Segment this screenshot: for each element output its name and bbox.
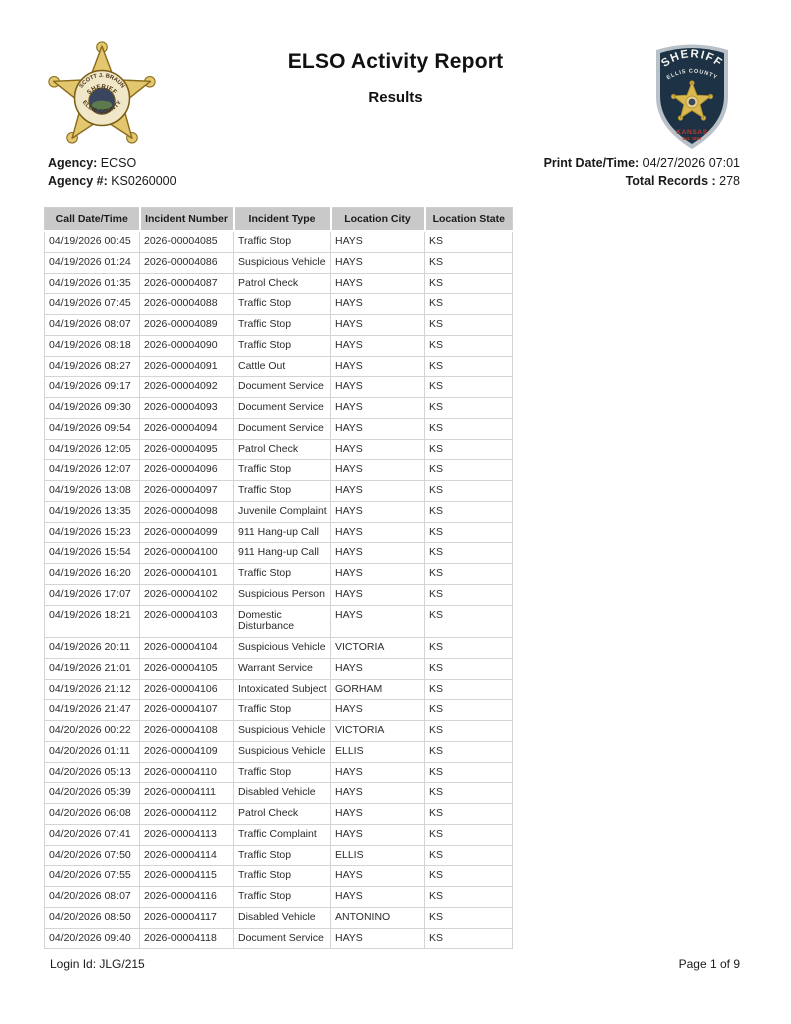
table-cell: HAYS <box>331 439 425 460</box>
table-row <box>45 605 513 638</box>
activity-table-wrap <box>44 207 512 949</box>
table-cell: 2026-00004118 <box>140 928 234 949</box>
table-cell: KS <box>425 543 513 564</box>
table-cell: 2026-00004117 <box>140 907 234 928</box>
total-records-line <box>544 173 740 191</box>
table-cell: 911 Hang-up Call <box>234 543 331 564</box>
table-cell: KS <box>425 335 513 356</box>
table-cell: 04/19/2026 21:12 <box>45 679 140 700</box>
table-row <box>45 804 513 825</box>
table-cell: 2026-00004098 <box>140 501 234 522</box>
table-row <box>45 584 513 605</box>
table-cell: 04/19/2026 07:45 <box>45 294 140 315</box>
table-cell: KS <box>425 907 513 928</box>
table-row <box>45 887 513 908</box>
table-cell: 2026-00004114 <box>140 845 234 866</box>
table-row <box>45 460 513 481</box>
table-cell: HAYS <box>331 887 425 908</box>
table-cell: 2026-00004087 <box>140 273 234 294</box>
table-cell: 2026-00004111 <box>140 783 234 804</box>
table-cell: KS <box>425 783 513 804</box>
table-cell: 04/19/2026 21:47 <box>45 700 140 721</box>
table-cell: 2026-00004102 <box>140 584 234 605</box>
table-cell: KS <box>425 356 513 377</box>
table-cell: 2026-00004112 <box>140 804 234 825</box>
table-cell: HAYS <box>331 824 425 845</box>
table-cell: Juvenile Complaint <box>234 501 331 522</box>
table-cell: Domestic Disturbance <box>234 605 331 638</box>
table-cell: 04/19/2026 09:54 <box>45 418 140 439</box>
table-cell: 04/20/2026 07:50 <box>45 845 140 866</box>
table-row <box>45 398 513 419</box>
table-cell: KS <box>425 928 513 949</box>
sheriff-shield-icon <box>648 38 736 152</box>
table-cell: KS <box>425 605 513 638</box>
table-cell: Cattle Out <box>234 356 331 377</box>
table-cell: HAYS <box>331 866 425 887</box>
table-cell: HAYS <box>331 522 425 543</box>
table-row <box>45 845 513 866</box>
column-header: Incident Type <box>234 208 331 232</box>
table-cell: Patrol Check <box>234 439 331 460</box>
table-cell: KS <box>425 252 513 273</box>
table-cell: KS <box>425 231 513 252</box>
table-cell: KS <box>425 824 513 845</box>
table-row <box>45 783 513 804</box>
table-cell: 2026-00004107 <box>140 700 234 721</box>
table-cell: Suspicious Vehicle <box>234 638 331 659</box>
table-cell: Document Service <box>234 398 331 419</box>
table-cell: KS <box>425 721 513 742</box>
table-cell: 2026-00004099 <box>140 522 234 543</box>
svg-text:ELLIS COUNTY: ELLIS COUNTY <box>665 68 719 82</box>
table-cell: KS <box>425 762 513 783</box>
table-cell: Suspicious Vehicle <box>234 252 331 273</box>
table-cell: 2026-00004090 <box>140 335 234 356</box>
table-cell: Disabled Vehicle <box>234 907 331 928</box>
table-cell: 04/19/2026 15:54 <box>45 543 140 564</box>
table-cell: HAYS <box>331 584 425 605</box>
table-cell: KS <box>425 418 513 439</box>
table-row <box>45 907 513 928</box>
table-cell: 04/19/2026 00:45 <box>45 231 140 252</box>
agency-number-label: Agency #: <box>48 173 108 188</box>
table-cell: 04/19/2026 09:30 <box>45 398 140 419</box>
table-cell: 04/19/2026 21:01 <box>45 658 140 679</box>
table-row <box>45 928 513 949</box>
table-row <box>45 638 513 659</box>
table-cell: Disabled Vehicle <box>234 783 331 804</box>
table-cell: 2026-00004088 <box>140 294 234 315</box>
table-cell: KS <box>425 294 513 315</box>
table-cell: HAYS <box>331 377 425 398</box>
table-row <box>45 824 513 845</box>
table-row <box>45 315 513 336</box>
svg-text:SHERIFF: SHERIFF <box>659 48 725 70</box>
agency-info <box>48 155 177 190</box>
table-cell: 04/19/2026 18:21 <box>45 605 140 638</box>
table-cell: 2026-00004103 <box>140 605 234 638</box>
table-cell: 2026-00004113 <box>140 824 234 845</box>
table-row <box>45 679 513 700</box>
table-cell: 04/20/2026 01:11 <box>45 741 140 762</box>
table-cell: 2026-00004108 <box>140 721 234 742</box>
table-cell: Traffic Stop <box>234 887 331 908</box>
table-cell: KS <box>425 481 513 502</box>
table-cell: Intoxicated Subject <box>234 679 331 700</box>
table-cell: 04/19/2026 12:05 <box>45 439 140 460</box>
table-row <box>45 501 513 522</box>
svg-text:ELLIS COUNTY: ELLIS COUNTY <box>80 99 124 116</box>
table-row <box>45 741 513 762</box>
table-cell: ELLIS <box>331 741 425 762</box>
table-cell: Suspicious Person <box>234 584 331 605</box>
table-cell: 911 Hang-up Call <box>234 522 331 543</box>
print-date-label: Print Date/Time: <box>543 156 640 170</box>
table-cell: 2026-00004110 <box>140 762 234 783</box>
total-records-label: Total Records : <box>625 173 716 188</box>
table-cell: KS <box>425 273 513 294</box>
table-cell: VICTORIA <box>331 638 425 659</box>
svg-text:SHERIFF: SHERIFF <box>85 83 119 97</box>
table-cell: 04/20/2026 08:07 <box>45 887 140 908</box>
table-row <box>45 418 513 439</box>
table-cell: HAYS <box>331 398 425 419</box>
table-cell: KS <box>425 804 513 825</box>
table-row <box>45 439 513 460</box>
table-cell: 04/19/2026 01:24 <box>45 252 140 273</box>
table-cell: 2026-00004097 <box>140 481 234 502</box>
table-cell: KS <box>425 501 513 522</box>
table-cell: Patrol Check <box>234 804 331 825</box>
table-cell: KS <box>425 377 513 398</box>
table-row <box>45 377 513 398</box>
table-cell: KS <box>425 741 513 762</box>
table-row <box>45 658 513 679</box>
table-cell: 2026-00004100 <box>140 543 234 564</box>
print-date-value: 04/27/2026 07:01 <box>639 156 740 170</box>
table-cell: KS <box>425 658 513 679</box>
table-cell: 04/19/2026 15:23 <box>45 522 140 543</box>
table-cell: 04/20/2026 00:22 <box>45 721 140 742</box>
table-cell: HAYS <box>331 605 425 638</box>
print-info <box>544 155 740 190</box>
table-cell: HAYS <box>331 418 425 439</box>
table-cell: HAYS <box>331 356 425 377</box>
table-cell: 04/20/2026 07:41 <box>45 824 140 845</box>
table-cell: VICTORIA <box>331 721 425 742</box>
table-cell: 2026-00004104 <box>140 638 234 659</box>
table-cell: Suspicious Vehicle <box>234 721 331 742</box>
table-cell: KS <box>425 700 513 721</box>
table-cell: 04/20/2026 05:39 <box>45 783 140 804</box>
table-cell: HAYS <box>331 762 425 783</box>
table-cell: KS <box>425 315 513 336</box>
table-cell: Traffic Stop <box>234 564 331 585</box>
table-cell: KS <box>425 845 513 866</box>
table-cell: 2026-00004106 <box>140 679 234 700</box>
column-header: Incident Number <box>140 208 234 232</box>
table-cell: KS <box>425 866 513 887</box>
table-cell: 04/19/2026 16:20 <box>45 564 140 585</box>
agency-number-value: KS0260000 <box>107 173 177 188</box>
table-cell: HAYS <box>331 315 425 336</box>
sheriff-shield-badge <box>648 38 736 152</box>
table-row <box>45 252 513 273</box>
table-cell: 04/20/2026 08:50 <box>45 907 140 928</box>
table-cell: Traffic Stop <box>234 460 331 481</box>
table-cell: HAYS <box>331 481 425 502</box>
table-cell: HAYS <box>331 928 425 949</box>
table-row <box>45 273 513 294</box>
table-cell: 04/20/2026 06:08 <box>45 804 140 825</box>
column-header: Location City <box>331 208 425 232</box>
agency-value: ECSO <box>97 156 137 170</box>
svg-text:SCOTT J. BRAUN: SCOTT J. BRAUN <box>78 72 126 90</box>
table-cell: 04/19/2026 08:27 <box>45 356 140 377</box>
table-cell: 04/19/2026 17:07 <box>45 584 140 605</box>
table-cell: 04/19/2026 09:17 <box>45 377 140 398</box>
table-cell: 2026-00004086 <box>140 252 234 273</box>
page-subtitle: Results <box>368 89 423 106</box>
table-cell: HAYS <box>331 460 425 481</box>
table-cell: GORHAM <box>331 679 425 700</box>
table-cell: HAYS <box>331 294 425 315</box>
table-row <box>45 564 513 585</box>
table-cell: KS <box>425 887 513 908</box>
table-row <box>45 700 513 721</box>
table-cell: Traffic Stop <box>234 294 331 315</box>
table-cell: 04/19/2026 01:35 <box>45 273 140 294</box>
page-title: ELSO Activity Report <box>287 50 504 73</box>
svg-text:Est. 1867: Est. 1867 <box>682 136 702 141</box>
table-cell: KS <box>425 638 513 659</box>
table-row <box>45 543 513 564</box>
table-cell: 04/19/2026 08:07 <box>45 315 140 336</box>
table-cell: 04/19/2026 08:18 <box>45 335 140 356</box>
table-cell: Patrol Check <box>234 273 331 294</box>
table-cell: 2026-00004094 <box>140 418 234 439</box>
table-cell: 2026-00004096 <box>140 460 234 481</box>
table-cell: Traffic Complaint <box>234 824 331 845</box>
agency-line <box>48 155 177 173</box>
table-cell: 04/19/2026 13:08 <box>45 481 140 502</box>
table-cell: 04/19/2026 13:35 <box>45 501 140 522</box>
table-cell: 04/20/2026 07:55 <box>45 866 140 887</box>
table-row <box>45 522 513 543</box>
table-cell: 2026-00004092 <box>140 377 234 398</box>
table-cell: 04/20/2026 05:13 <box>45 762 140 783</box>
table-cell: ELLIS <box>331 845 425 866</box>
table-cell: Warrant Service <box>234 658 331 679</box>
table-cell: Traffic Stop <box>234 335 331 356</box>
table-cell: KS <box>425 679 513 700</box>
table-cell: HAYS <box>331 252 425 273</box>
footer-login-id: Login Id: JLG/215 <box>50 957 145 971</box>
svg-text:KANSAS: KANSAS <box>676 129 708 136</box>
table-cell: 2026-00004091 <box>140 356 234 377</box>
table-cell: 2026-00004095 <box>140 439 234 460</box>
table-cell: HAYS <box>331 564 425 585</box>
table-cell: 2026-00004085 <box>140 231 234 252</box>
table-row <box>45 866 513 887</box>
table-cell: Traffic Stop <box>234 762 331 783</box>
footer-page-number: Page 1 of 9 <box>678 957 740 971</box>
table-cell: KS <box>425 439 513 460</box>
table-cell: 2026-00004093 <box>140 398 234 419</box>
table-cell: Traffic Stop <box>234 315 331 336</box>
table-row <box>45 335 513 356</box>
table-cell: KS <box>425 398 513 419</box>
table-header-row <box>45 208 513 232</box>
table-row <box>45 231 513 252</box>
table-cell: HAYS <box>331 658 425 679</box>
print-date-line <box>544 155 740 173</box>
table-cell: Traffic Stop <box>234 700 331 721</box>
table-cell: HAYS <box>331 501 425 522</box>
table-cell: Document Service <box>234 928 331 949</box>
table-cell: 2026-00004105 <box>140 658 234 679</box>
table-row <box>45 294 513 315</box>
table-cell: KS <box>425 460 513 481</box>
table-cell: 04/19/2026 12:07 <box>45 460 140 481</box>
table-row <box>45 481 513 502</box>
table-cell: Traffic Stop <box>234 845 331 866</box>
table-cell: 2026-00004101 <box>140 564 234 585</box>
table-cell: Traffic Stop <box>234 231 331 252</box>
agency-label: Agency: <box>48 156 98 170</box>
table-cell: KS <box>425 564 513 585</box>
table-cell: Document Service <box>234 377 331 398</box>
table-cell: 04/19/2026 20:11 <box>45 638 140 659</box>
table-cell: HAYS <box>331 273 425 294</box>
table-cell: HAYS <box>331 700 425 721</box>
table-cell: 2026-00004089 <box>140 315 234 336</box>
table-body <box>45 231 513 949</box>
table-cell: ANTONINO <box>331 907 425 928</box>
table-cell: Document Service <box>234 418 331 439</box>
table-cell: HAYS <box>331 543 425 564</box>
table-cell: 04/20/2026 09:40 <box>45 928 140 949</box>
table-row <box>45 721 513 742</box>
table-row <box>45 356 513 377</box>
table-cell: 2026-00004115 <box>140 866 234 887</box>
table-cell: HAYS <box>331 783 425 804</box>
table-cell: 2026-00004116 <box>140 887 234 908</box>
activity-table <box>44 207 513 949</box>
column-header: Location State <box>425 208 513 232</box>
table-cell: 2026-00004109 <box>140 741 234 762</box>
table-cell: HAYS <box>331 231 425 252</box>
table-cell: Traffic Stop <box>234 481 331 502</box>
column-header: Call Date/Time <box>45 208 140 232</box>
table-row <box>45 762 513 783</box>
agency-number-line <box>48 173 177 191</box>
table-cell: Traffic Stop <box>234 866 331 887</box>
table-cell: KS <box>425 522 513 543</box>
table-cell: Suspicious Vehicle <box>234 741 331 762</box>
table-cell: HAYS <box>331 804 425 825</box>
table-cell: HAYS <box>331 335 425 356</box>
total-records-value: 278 <box>715 173 740 188</box>
table-cell: KS <box>425 584 513 605</box>
